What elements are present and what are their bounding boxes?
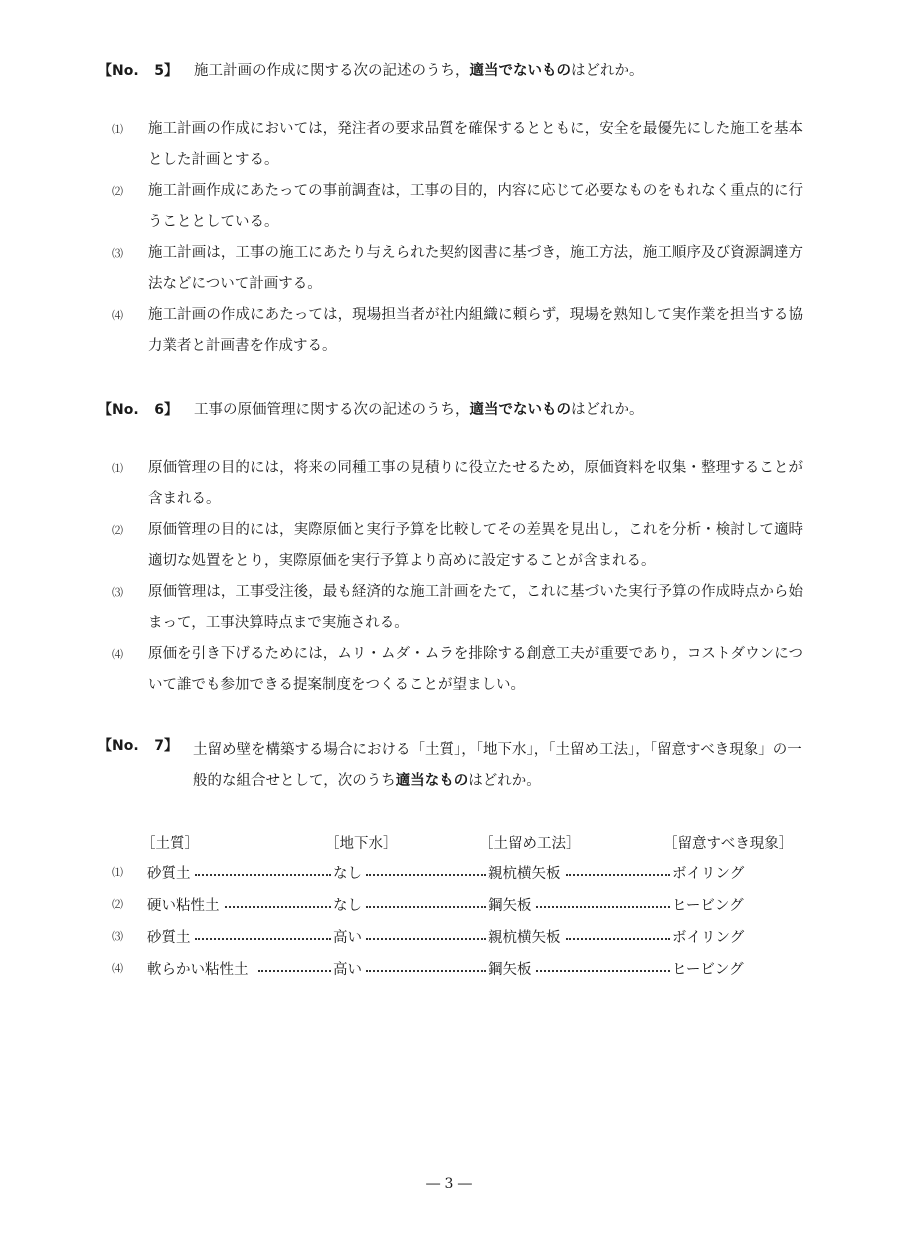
table-row: ⑶ 砂質土 高い 親杭横矢板 ボイリング	[112, 930, 745, 946]
leader-dots	[366, 874, 486, 876]
page-number: ― 3 ―	[426, 1176, 472, 1192]
choice-6-3: ⑶ 原価管理は，工事受注後，最も経済的な施工計画をたて，これに基づいた実行予算の作成時点から始まって，工事決算時点まで実施される。	[112, 584, 803, 631]
leader-dots	[366, 938, 486, 940]
question-number: 【No. 7】	[98, 738, 178, 754]
leader-dots	[536, 970, 670, 972]
header-soil: ［土質］	[141, 836, 199, 852]
choice-5-4: ⑷ 施工計画の作成にあたっては，現場担当者が社内組織に頼らず，現場を熟知して実作業を担当する協力業者と計画書を作成する。	[112, 307, 803, 354]
question-number: 【No. 6】	[98, 402, 178, 418]
question-7-header	[98, 735, 194, 755]
question-number: 【No. 5】	[98, 63, 178, 79]
question-6-header	[98, 395, 644, 425]
table-row: ⑵ 硬い粘性土 なし 鋼矢板 ヒービング	[112, 898, 744, 914]
table-row: ⑷ 軟らかい粘性土 高い 鋼矢板 ヒービング	[112, 962, 744, 978]
choice-6-2: ⑵ 原価管理の目的には，実際原価と実行予算を比較してその差異を見出し，これを分析・検討して適時適切な処置をとり，実際原価を実行予算より高めに設定することが含まれる。	[112, 522, 803, 569]
header-phenomenon: ［留意すべき現象］	[663, 836, 794, 852]
table-row: ⑴ 砂質土 なし 親杭横矢板 ボイリング	[112, 866, 745, 882]
header-method: ［土留め工法］	[479, 836, 581, 852]
leader-dots	[258, 970, 331, 972]
choice-6-1: ⑴ 原価管理の目的には，将来の同種工事の見積りに役立たせるため，原価資料を収集・整理することが含まれる。	[112, 460, 803, 507]
question-stem: 施工計画の作成に関する次の記述のうち，適当でないものはどれか。	[194, 63, 644, 79]
leader-dots	[366, 906, 486, 908]
combination-table-header	[0, 832, 898, 856]
question-stem: 工事の原価管理に関する次の記述のうち，適当でないものはどれか。	[194, 402, 644, 418]
choice-5-1: ⑴ 施工計画の作成においては，発注者の要求品質を確保するとともに，安全を最優先にした施工を基本とした計画とする。	[112, 121, 803, 168]
leader-dots	[195, 938, 331, 940]
leader-dots	[536, 906, 670, 908]
choice-5-3: ⑶ 施工計画は，工事の施工にあたり与えられた契約図書に基づき，施工方法，施工順序及び資源調達方法などについて計画する。	[112, 245, 803, 292]
header-groundwater: ［地下水］	[325, 836, 398, 852]
leader-dots	[195, 874, 331, 876]
leader-dots	[225, 906, 331, 908]
question-stem: 土留め壁を構築する場合における「土質」，「地下水」，「土留め工法」，「留意すべき現象」の一般的な組合せとして，次のうち適当なものはどれか。	[193, 742, 802, 789]
choice-6-4: ⑷ 原価を引き下げるためには，ムリ・ムダ・ムラを排除する創意工夫が重要であり，コストダウンについて誰でも参加できる提案制度をつくることが望ましい。	[112, 646, 803, 693]
leader-dots	[366, 970, 486, 972]
leader-dots	[566, 874, 670, 876]
leader-dots	[566, 938, 670, 940]
question-5-header	[98, 56, 644, 86]
choice-5-2: ⑵ 施工計画作成にあたっての事前調査は，工事の目的，内容に応じて必要なものをもれなく重点的に行うこととしている。	[112, 183, 803, 230]
